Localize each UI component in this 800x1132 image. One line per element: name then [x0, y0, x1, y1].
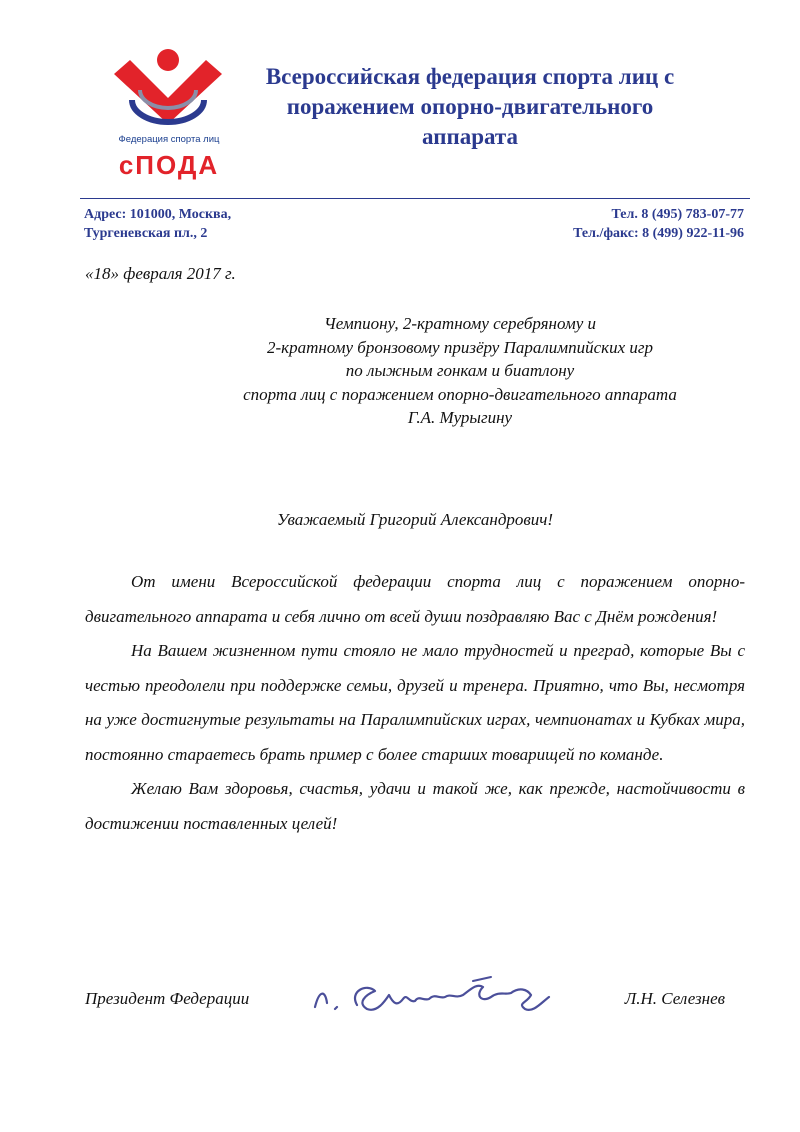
signature-block [85, 985, 745, 1025]
address-line-2: Тургеневская пл., 2 [84, 226, 208, 241]
addressee-block [130, 312, 790, 430]
addressee-line: Чемпиону, 2-кратному серебряному и [324, 314, 596, 333]
logo-brand: сПОДА [118, 150, 220, 180]
letter-body [85, 565, 745, 841]
logo-emblem-icon [100, 40, 238, 132]
addressee-line: по лыжным гонкам и биатлону [345, 361, 575, 380]
signature-name: Л.Н. Селезнев [624, 989, 725, 1008]
address-block [84, 205, 231, 243]
body-paragraph: На Вашем жизненном пути стояло не мало трудностей и преград, которые Вы с честью преодолели при поддержке семьи, друзей и тренера. Приятно, что Вы, несмотря на уже достигнутые результаты на Паралимпийских играх, чемпионатах и Кубках мира, постоянно стараетесь брать пример с более старших товарищей по команде. [85, 641, 745, 764]
handwritten-signature-icon [305, 969, 565, 1029]
salutation: Уважаемый Григорий Александрович! [276, 510, 554, 529]
federation-logo [100, 40, 238, 190]
letter-date: «18» февраля 2017 г. [85, 264, 236, 283]
header-divider [80, 198, 750, 199]
organization-title: Всероссийская федерация спорта лиц с поражением опорно-двигательного аппарата [265, 64, 675, 149]
phone-number: Тел. 8 (495) 783-07-77 [611, 207, 744, 222]
fax-number: Тел./факс: 8 (499) 922-11-96 [573, 226, 744, 241]
body-paragraph: Желаю Вам здоровья, счастья, удачи и такой же, как прежде, настойчивости в достижении поставленных целей! [85, 779, 745, 833]
addressee-name: Г.А. Мурыгину [407, 408, 513, 427]
signature-role: Президент Федерации [85, 989, 250, 1008]
addressee-line: 2-кратному бронзовому призёру Паралимпийских игр [266, 337, 654, 357]
addressee-line: спорта лиц с поражением опорно-двигательного аппарата [243, 384, 677, 404]
phone-block [573, 205, 744, 243]
logo-caption: Федерация спорта лиц [118, 134, 220, 145]
body-paragraph: От имени Всероссийской федерации спорта лиц с поражением опорно-двигательного аппарата и себя лично от всей души поздравляю Вас с Днём рождения! [85, 572, 745, 626]
address-line-1: Адрес: 101000, Москва, [84, 207, 232, 222]
